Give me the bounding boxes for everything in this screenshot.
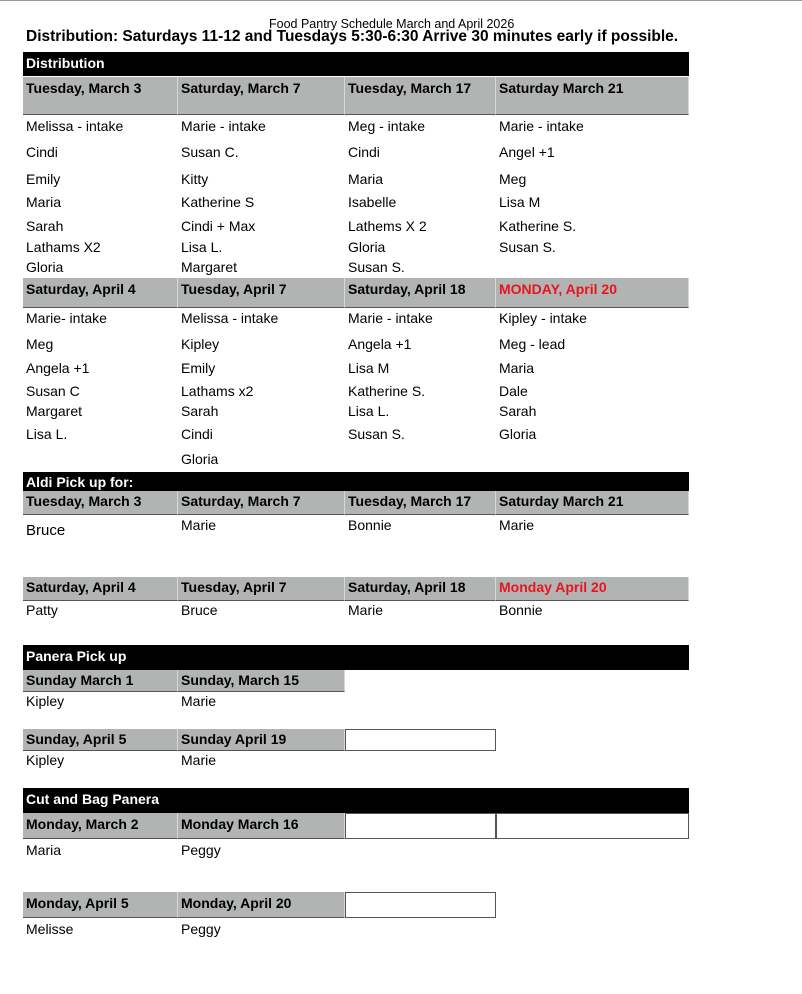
header-cell: Monday March 16 xyxy=(178,813,345,839)
volunteer-name: Maria xyxy=(26,194,62,210)
volunteer-name: Gloria xyxy=(181,451,219,467)
volunteer-name: Melissa - intake xyxy=(181,310,279,326)
volunteer-name: Dale xyxy=(499,383,528,399)
volunteer-name: Susan S. xyxy=(348,426,405,442)
volunteer-name: Katherine S. xyxy=(348,383,426,399)
volunteer-name: Angela +1 xyxy=(26,360,90,376)
volunteer-name: Marie - intake xyxy=(499,118,584,134)
volunteer-name: Meg xyxy=(499,171,527,187)
volunteer-name: Sarah xyxy=(499,403,537,419)
volunteer-name: Marie xyxy=(181,693,217,709)
header-cell: Saturday, April 18 xyxy=(345,577,496,601)
header-cell: Tuesday, March 3 xyxy=(23,77,178,115)
volunteer-name: Bonnie xyxy=(499,602,543,618)
volunteer-name: Meg xyxy=(26,336,54,352)
header-cell: Tuesday, March 17 xyxy=(345,491,496,515)
volunteer-name: Marie - intake xyxy=(181,118,266,134)
volunteer-name: Isabelle xyxy=(348,194,397,210)
volunteer-name: Melisse xyxy=(26,921,74,937)
empty-cell xyxy=(345,813,496,839)
header-cell-highlight: MONDAY, April 20 xyxy=(496,278,689,308)
volunteer-name: Cindi + Max xyxy=(181,218,256,234)
volunteer-name: Maria xyxy=(348,171,384,187)
volunteer-name: Lisa M xyxy=(348,360,390,376)
empty-cell xyxy=(345,729,496,751)
volunteer-name: Marie xyxy=(181,517,217,533)
header-cell: Monday, April 5 xyxy=(23,892,178,918)
volunteer-name: Marie - intake xyxy=(348,310,433,326)
volunteer-name: Melissa - intake xyxy=(26,118,124,134)
header-cell-highlight: Monday April 20 xyxy=(496,577,689,601)
header-cell: Tuesday, April 7 xyxy=(178,278,345,308)
volunteer-name: Susan S. xyxy=(499,239,556,255)
volunteer-name: Peggy xyxy=(181,921,221,937)
volunteer-name: Lisa L. xyxy=(348,403,390,419)
volunteer-name: Kitty xyxy=(181,171,209,187)
volunteer-name: Marie xyxy=(348,602,384,618)
volunteer-name: Gloria xyxy=(348,239,386,255)
volunteer-name: Bruce xyxy=(181,602,218,618)
volunteer-name: Sarah xyxy=(181,403,219,419)
volunteer-name: Sarah xyxy=(26,218,64,234)
volunteer-name: Gloria xyxy=(499,426,537,442)
volunteer-name: Kipley - intake xyxy=(499,310,587,326)
header-cell: Saturday, April 18 xyxy=(345,278,496,308)
header-cell: Saturday, March 7 xyxy=(178,77,345,115)
top-rule xyxy=(0,0,802,1)
empty-cell xyxy=(496,813,689,839)
volunteer-name: Margaret xyxy=(181,259,238,275)
volunteer-name: Angela +1 xyxy=(348,336,412,352)
volunteer-name: Cindi xyxy=(348,144,380,160)
volunteer-name: Bruce xyxy=(26,522,66,539)
header-cell: Saturday March 21 xyxy=(496,77,689,115)
volunteer-name: Lisa L. xyxy=(26,426,68,442)
volunteer-name: Maria xyxy=(26,842,62,858)
header-cell: Saturday, March 7 xyxy=(178,491,345,515)
section-aldi: Aldi Pick up for: xyxy=(23,472,689,491)
volunteer-name: Kipley xyxy=(26,752,65,768)
volunteer-name: Lathams x2 xyxy=(181,383,254,399)
volunteer-name: Susan S. xyxy=(348,259,405,275)
volunteer-name: Katherine S xyxy=(181,194,255,210)
volunteer-name: Emily xyxy=(26,171,61,187)
section-panera: Panera Pick up xyxy=(23,645,689,670)
volunteer-name: Margaret xyxy=(26,403,83,419)
header-cell: Saturday, April 4 xyxy=(23,278,178,308)
volunteer-name: Maria xyxy=(499,360,535,376)
header-cell: Sunday, March 15 xyxy=(178,670,345,692)
volunteer-name: Angel +1 xyxy=(499,144,555,160)
volunteer-name: Katherine S. xyxy=(499,218,577,234)
page-title: Food Pantry Schedule March and April 2026 xyxy=(269,17,515,31)
volunteer-name: Marie- intake xyxy=(26,310,107,326)
volunteer-name: Marie xyxy=(181,752,217,768)
header-cell: Sunday, April 5 xyxy=(23,729,178,751)
header-cell: Tuesday, April 7 xyxy=(178,577,345,601)
volunteer-name: Emily xyxy=(181,360,216,376)
section-distribution: Distribution xyxy=(23,52,689,76)
header-cell: Tuesday, March 3 xyxy=(23,491,178,515)
volunteer-name: Cindi xyxy=(26,144,58,160)
header-cell: Monday, March 2 xyxy=(23,813,178,839)
header-cell: Monday, April 20 xyxy=(178,892,345,918)
volunteer-name: Lisa L. xyxy=(181,239,223,255)
volunteer-name: Lathams X2 xyxy=(26,239,101,255)
volunteer-name: Bonnie xyxy=(348,517,392,533)
volunteer-name: Marie xyxy=(499,517,535,533)
volunteer-name: Gloria xyxy=(26,259,64,275)
volunteer-name: Susan C xyxy=(26,383,80,399)
volunteer-name: Peggy xyxy=(181,842,221,858)
volunteer-name: Cindi xyxy=(181,426,213,442)
header-cell: Sunday April 19 xyxy=(178,729,345,751)
volunteer-name: Lisa M xyxy=(499,194,541,210)
volunteer-name: Kipley xyxy=(26,693,65,709)
empty-cell xyxy=(345,892,496,918)
volunteer-name: Kipley xyxy=(181,336,220,352)
header-cell: Tuesday, March 17 xyxy=(345,77,496,115)
header-cell: Saturday March 21 xyxy=(496,491,689,515)
volunteer-name: Meg - lead xyxy=(499,336,566,352)
volunteer-name: Susan C. xyxy=(181,144,239,160)
volunteer-name: Patty xyxy=(26,602,58,618)
section-cut-bag: Cut and Bag Panera xyxy=(23,788,689,813)
header-cell: Sunday March 1 xyxy=(23,670,178,692)
volunteer-name: Lathems X 2 xyxy=(348,218,427,234)
header-cell: Saturday, April 4 xyxy=(23,577,178,601)
volunteer-name: Meg - intake xyxy=(348,118,426,134)
page-subtitle: Distribution: Saturdays 11-12 and Tuesdays 5:30-6:30 Arrive 30 minutes early if possible. xyxy=(26,28,679,45)
